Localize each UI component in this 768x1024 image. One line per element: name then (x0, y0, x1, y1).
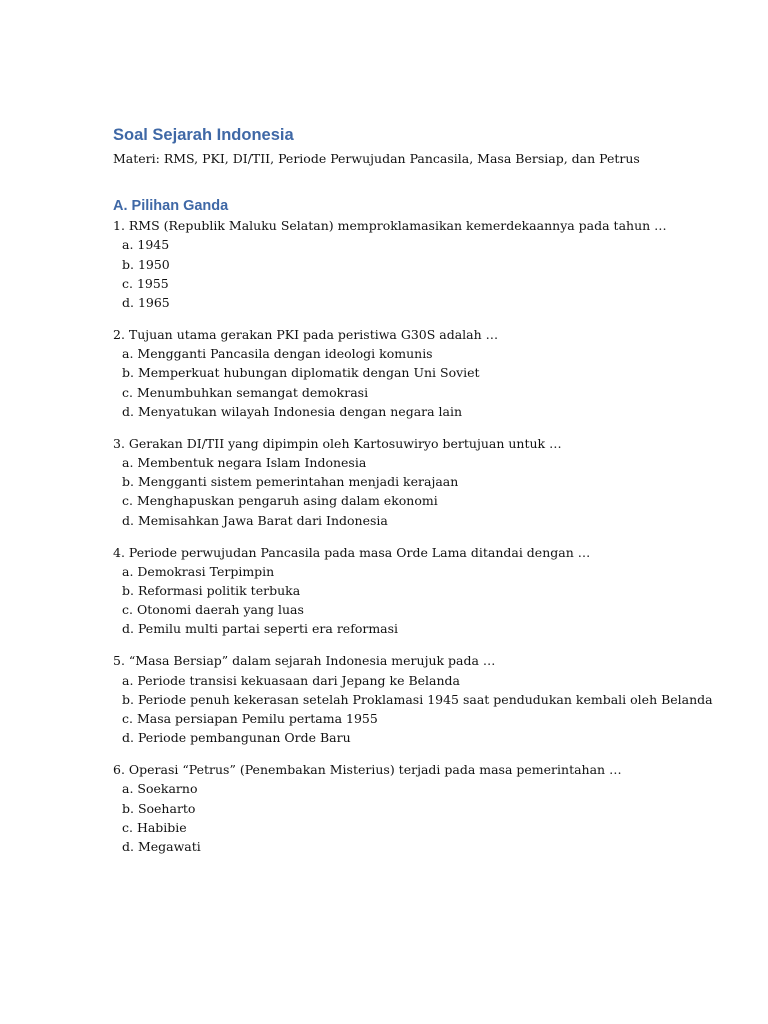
section-heading-multiple-choice: A. Pilihan Ganda (113, 198, 229, 215)
answer-option-text: d. Pemilu multi partai seperti era reformasi (122, 621, 399, 637)
answer-option-text: a. Mengganti Pancasila dengan ideologi komunis (122, 346, 433, 362)
answer-option (113, 581, 733, 600)
question-text: 2. Tujuan utama gerakan PKI pada peristiwa G30S adalah … (113, 327, 499, 343)
answer-options (113, 344, 733, 421)
answer-option-text: c. Otonomi daerah yang luas (122, 602, 304, 618)
answer-option-text: b. Reformasi politik terbuka (122, 583, 301, 599)
answer-option-text: d. Megawati (122, 839, 201, 855)
answer-option-text: c. 1955 (122, 275, 169, 291)
question-item (113, 216, 733, 312)
answer-options (113, 453, 733, 530)
answer-option (113, 728, 733, 747)
answer-option (113, 562, 733, 581)
document-subtitle: Materi: RMS, PKI, DI/TII, Periode Perwujudan Pancasila, Masa Bersiap, dan Petrus (113, 151, 640, 166)
answer-option (113, 472, 733, 491)
answer-option (113, 491, 733, 510)
document-page (113, 124, 733, 856)
question-text: 5. “Masa Bersiap” dalam sejarah Indonesia merujuk pada … (113, 653, 496, 669)
answer-options (113, 671, 733, 748)
answer-option-text: c. Masa persiapan Pemilu pertama 1955 (122, 711, 378, 727)
answer-option (113, 344, 733, 363)
answer-options (113, 779, 733, 856)
answer-option-text: b. Periode penuh kekerasan setelah Proklamasi 1945 saat pendudukan kembali oleh Belanda (122, 691, 713, 707)
answer-option-text: a. 1945 (122, 237, 170, 253)
answer-options (113, 562, 733, 639)
answer-option-text: b. Memperkuat hubungan diplomatik dengan Uni Soviet (122, 365, 480, 381)
answer-option-text: c. Habibie (122, 819, 187, 835)
answer-option-text: d. Periode pembangunan Orde Baru (122, 730, 351, 746)
question-item (113, 325, 733, 421)
answer-option (113, 619, 733, 638)
answer-option-text: b. 1950 (122, 256, 170, 272)
answer-option (113, 255, 733, 274)
answer-option-text: c. Menumbuhkan semangat demokrasi (122, 384, 369, 400)
answer-option (113, 799, 733, 818)
answer-option (113, 235, 733, 254)
question-item (113, 543, 733, 639)
answer-option-text: d. Menyatukan wilayah Indonesia dengan negara lain (122, 403, 463, 419)
question-text: 4. Periode perwujudan Pancasila pada masa Orde Lama ditandai dengan … (113, 544, 591, 560)
answer-option-text: a. Membentuk negara Islam Indonesia (122, 455, 367, 471)
answer-option (113, 511, 733, 530)
document-title: Soal Sejarah Indonesia (113, 126, 294, 144)
answer-option-text: b. Mengganti sistem pemerintahan menjadi kerajaan (122, 474, 459, 490)
question-list (113, 216, 733, 856)
answer-option (113, 837, 733, 856)
answer-option-text: a. Periode transisi kekuasaan dari Jepang ke Belanda (122, 672, 460, 688)
answer-option-text: a. Soekarno (122, 781, 198, 797)
answer-option-text: d. Memisahkan Jawa Barat dari Indonesia (122, 512, 388, 528)
answer-option (113, 293, 733, 312)
answer-option (113, 671, 733, 690)
answer-option-text: a. Demokrasi Terpimpin (122, 563, 275, 579)
answer-option (113, 779, 733, 798)
answer-option-text: c. Menghapuskan pengaruh asing dalam ekonomi (122, 493, 438, 509)
answer-option (113, 709, 733, 728)
answer-option (113, 818, 733, 837)
answer-options (113, 235, 733, 312)
answer-option (113, 383, 733, 402)
question-item (113, 434, 733, 530)
question-text: 3. Gerakan DI/TII yang dipimpin oleh Kartosuwiryo bertujuan untuk … (113, 435, 562, 451)
answer-option (113, 690, 733, 709)
answer-option (113, 274, 733, 293)
answer-option (113, 453, 733, 472)
answer-option (113, 363, 733, 382)
answer-option (113, 600, 733, 619)
question-item (113, 651, 733, 747)
answer-option-text: d. 1965 (122, 295, 170, 311)
question-text: 6. Operasi “Petrus” (Penembakan Misterius) terjadi pada masa pemerintahan … (113, 762, 622, 778)
answer-option-text: b. Soeharto (122, 800, 196, 816)
question-text: 1. RMS (Republik Maluku Selatan) memproklamasikan kemerdekaannya pada tahun … (113, 218, 667, 234)
answer-option (113, 402, 733, 421)
question-item (113, 760, 733, 856)
